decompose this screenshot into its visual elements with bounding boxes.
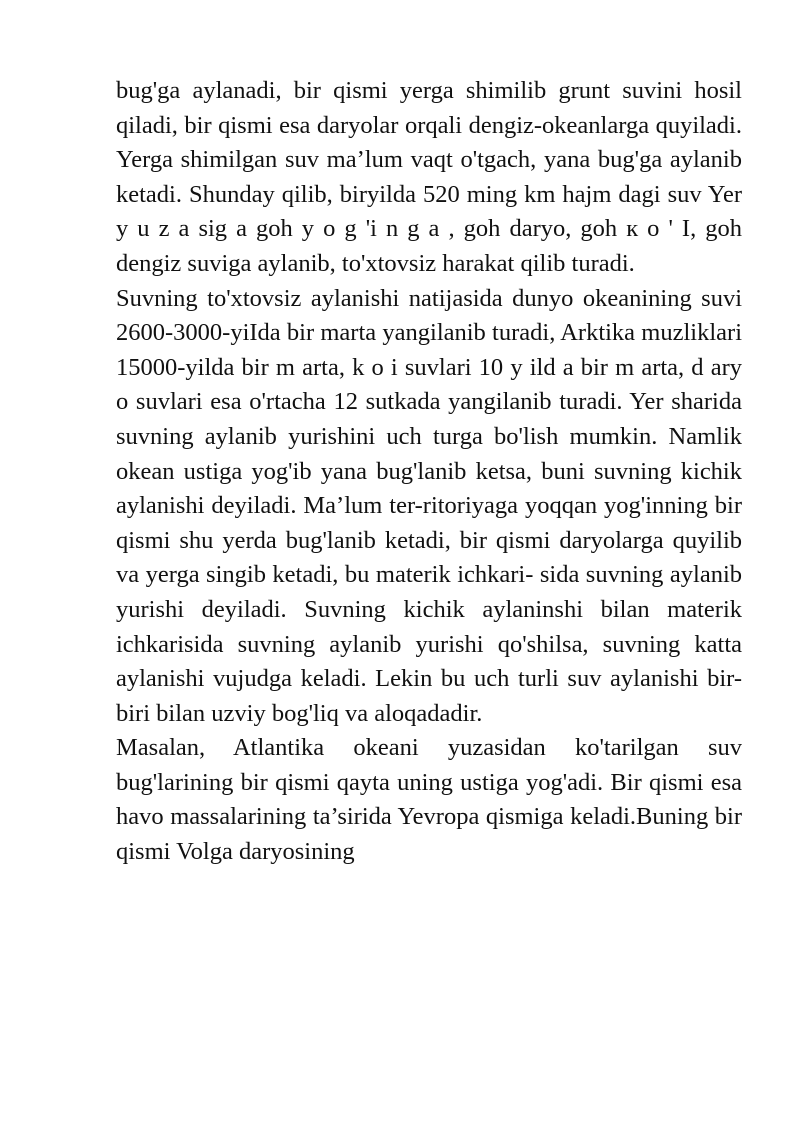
paragraph-water-cycle-types: Suvning to'xtovsiz aylanishi natijasida dunyo okeanining suvi 2600-3000-yiIda bir marta yangilanib turadi, Arktika muzliklari 15000-yilda bir m arta, k o i suvlari 10 y ild a bir m arta, d ary o suvlari esa o'rtacha 12 sutkada yangilanib turadi. Yer sharida suvning aylanib yurishini uch turga bo'lish mumkin. Namlik okean ustiga yog'ib yana bug'lanib ketsa, buni suvning kichik aylanishi deyiladi. Ma’lum ter-ritoriyaga yoqqan yog'inning bir qismi shu yerda bug'lanib ketadi, bir qismi daryolarga quyilib va yerga singib ketadi, bu materik ichkari- sida suvning aylanib yurishi deyiladi. Suvning kichik aylaninshi bilan materik ichkarisida suvning aylanib yurishi qo'shilsa, suvning katta aylanishi vujudga keladi. Lekin bu uch turli suv aylanishi bir-biri bilan uzviy bog'liq va aloqadadir. [116, 284, 742, 727]
paragraph-atlantic-example: Masalan, Atlantika okeani yuzasidan ko'tarilgan suv bug'larining bir qismi qayta uning ustiga yog'adi. Bir qismi esa havo massalarining ta’sirida Yevropa qismiga keladi.Buning bir qismi Volga daryosining [116, 734, 742, 866]
paragraph-water-evaporation: bug'ga aylanadi, bir qismi yerga shimilib grunt suvini hosil qiladi, bir qismi esa daryolar orqali dengiz-okeanlarga quyiladi. Yerga shimilgan suv ma’lum vaqt o'tgach, yana bug'ga aylanib ketadi. Shunday qilib, biryilda 520 ming km hajm dagi suv Yer y u z a sig a goh y o g 'i n g a , goh daryo, goh к o ' I, goh dengiz suviga aylanib, to'xtovsiz harakat qilib turadi. [116, 77, 742, 277]
page-body [116, 74, 742, 870]
